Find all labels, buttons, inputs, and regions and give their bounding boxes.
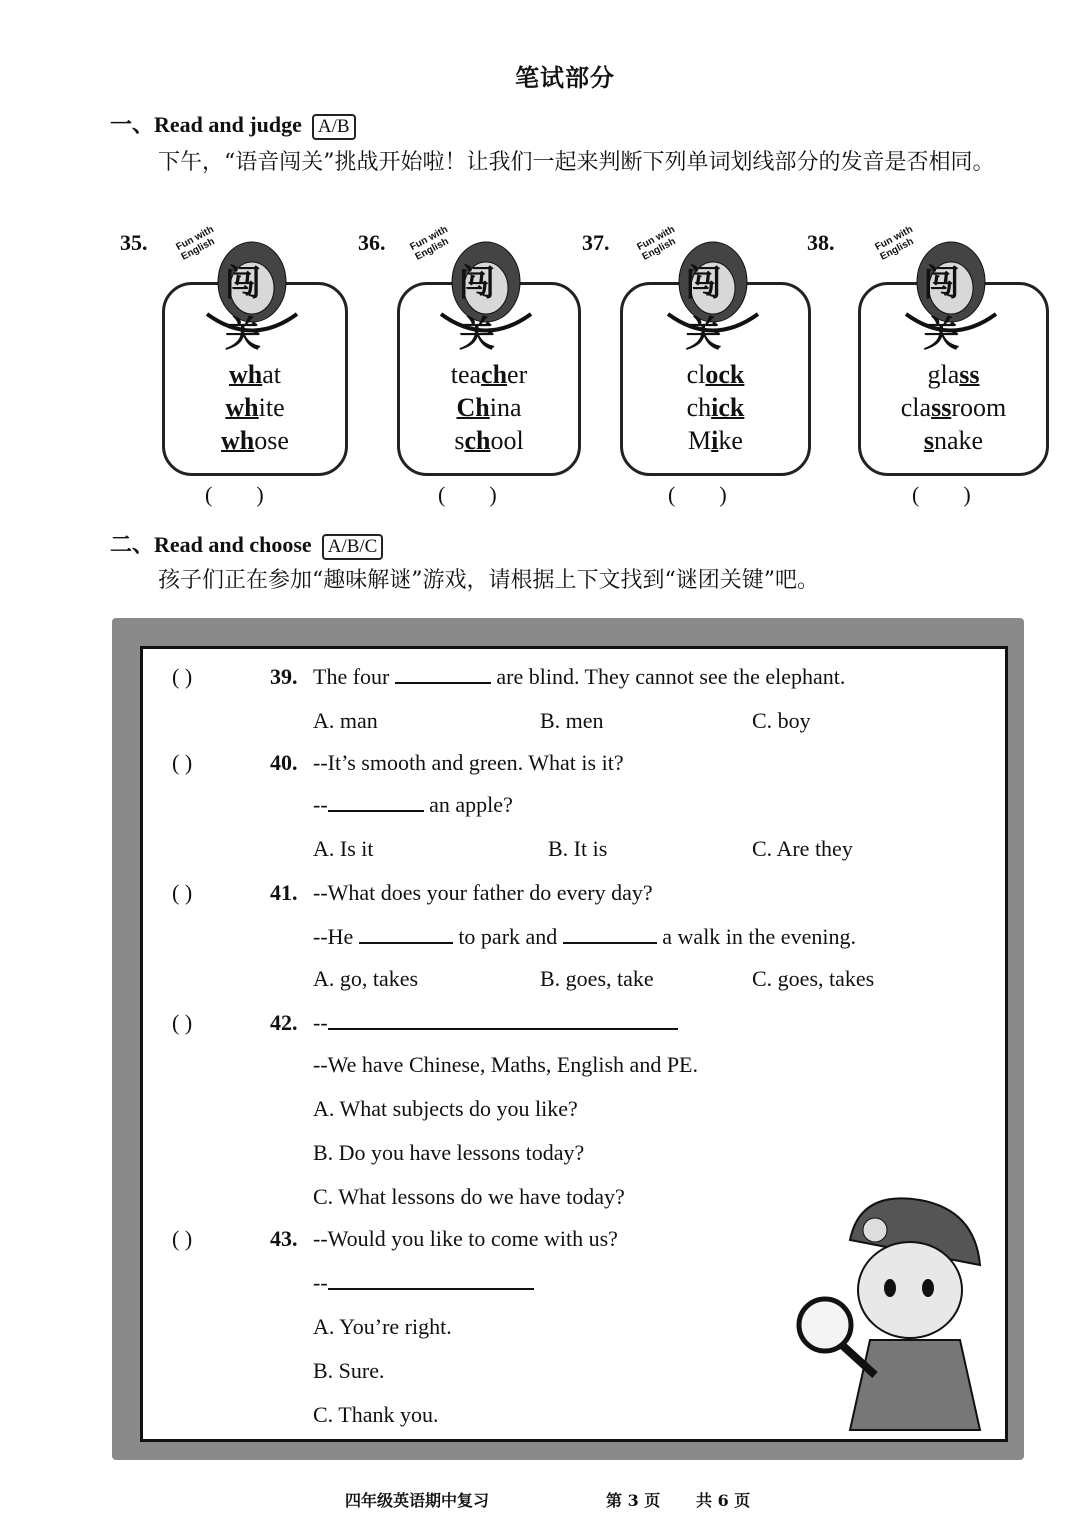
q42-line1 [313, 1010, 678, 1036]
judge-number: 37. [582, 230, 610, 255]
q41-pre: --He [313, 924, 354, 949]
word-underlined-part: ss [931, 393, 952, 422]
word-part: tea [450, 360, 482, 389]
blank[interactable] [328, 1010, 678, 1030]
answer-paren[interactable]: ( ) [205, 482, 264, 507]
q43-dash: -- [313, 1270, 328, 1295]
option-a[interactable]: A. go, takes [313, 966, 419, 991]
word-underlined-part: wh [228, 360, 263, 389]
judge-word [861, 393, 1046, 423]
option-c[interactable]: C. Thank you. [313, 1402, 439, 1427]
word-underlined-part: wh [221, 426, 255, 455]
blank[interactable] [328, 1270, 534, 1290]
q40-post: an apple? [429, 792, 513, 817]
section1-heading-text: 一、Read and judge [110, 112, 302, 137]
footer-total: 共 6 页 [696, 1491, 751, 1510]
word-underlined-part: s [923, 426, 935, 455]
blank[interactable] [563, 924, 657, 944]
section2-heading [110, 528, 383, 560]
option-b[interactable]: B. Do you have lessons today? [313, 1140, 585, 1165]
option-a[interactable]: A. What subjects do you like? [313, 1096, 578, 1121]
footer-page: 第 3 页 [606, 1491, 661, 1510]
q41-line2 [313, 924, 856, 950]
q40-line2 [313, 792, 513, 818]
option-a[interactable]: A. You’re right. [313, 1314, 452, 1339]
word-underlined-part: wh [225, 393, 259, 422]
challenge-badge: 闯 关 [923, 263, 978, 355]
word-underlined-part: ick [711, 393, 745, 422]
word-part: er [507, 360, 528, 389]
judge-word [400, 426, 578, 456]
question-number: 42. [270, 1010, 298, 1035]
word-part: gla [927, 360, 960, 389]
option-c[interactable]: C. goes, takes [752, 966, 875, 991]
word-part: ite [258, 393, 285, 422]
word-part: nake [934, 426, 984, 455]
judge-number: 36. [358, 230, 386, 255]
footer-title: 四年级英语期中复习 [345, 1491, 490, 1510]
fun-with-english-tag: Fun with English [634, 224, 678, 263]
answer-paren[interactable]: ( ) [668, 482, 727, 507]
q41-mid: to park and [458, 924, 558, 949]
word-underlined-part: ch [481, 360, 508, 389]
word-part: cla [900, 393, 932, 422]
q40-line1: --It’s smooth and green. What is it? [313, 750, 624, 775]
blank[interactable] [395, 664, 491, 684]
section2-instruction: 孩子们正在参加“趣味解谜”游戏，请根据上下文找到“谜团关键”吧。 [158, 568, 819, 593]
challenge-badge: 闯 关 [458, 263, 513, 355]
answer-paren[interactable]: ( ) [172, 664, 193, 689]
blank[interactable] [359, 924, 453, 944]
judge-word [165, 393, 345, 423]
word-underlined-part: ock [705, 360, 745, 389]
question-number: 39. [270, 664, 298, 689]
word-part: ool [490, 426, 524, 455]
section1-instruction: 下午，“语音闯关”挑战开始啦！让我们一起来判断下列单词划线部分的发音是否相同。 [158, 150, 995, 175]
q42-line2: --We have Chinese, Maths, English and PE. [313, 1052, 698, 1077]
word-part: ose [254, 426, 289, 455]
word-underlined-part: ch [464, 426, 491, 455]
q43-line2 [313, 1270, 534, 1296]
question-number: 41. [270, 880, 298, 905]
section1-badge: A/B [312, 114, 356, 140]
answer-paren[interactable]: ( ) [172, 880, 193, 905]
challenge-badge: 闯 关 [685, 263, 740, 355]
q43-line1: --Would you like to come with us? [313, 1226, 618, 1251]
section2-badge: A/B/C [322, 534, 384, 560]
word-part: s [454, 426, 465, 455]
judge-word [400, 393, 578, 423]
option-c[interactable]: C. boy [752, 708, 811, 733]
answer-paren[interactable]: ( ) [172, 750, 193, 775]
judge-word [623, 426, 808, 456]
section1-heading [110, 108, 356, 140]
option-b[interactable]: B. goes, take [540, 966, 654, 991]
word-part: cl [686, 360, 706, 389]
fun-with-english-tag: Fun with English [408, 224, 451, 263]
judge-word [623, 360, 808, 390]
word-underlined-part: ss [959, 360, 980, 389]
word-part: ch [686, 393, 712, 422]
word-part: room [951, 393, 1007, 422]
word-part: at [262, 360, 281, 389]
judge-word [861, 360, 1046, 390]
question-number: 43. [270, 1226, 298, 1251]
answer-paren[interactable]: ( ) [912, 482, 971, 507]
option-c[interactable]: C. Are they [752, 836, 853, 861]
judge-number: 35. [120, 230, 148, 255]
option-a[interactable]: A. Is it [313, 836, 374, 861]
word-part: ina [489, 393, 522, 422]
option-c[interactable]: C. What lessons do we have today? [313, 1184, 625, 1209]
answer-paren[interactable]: ( ) [172, 1010, 193, 1035]
answer-paren[interactable]: ( ) [438, 482, 497, 507]
option-a[interactable]: A. man [313, 708, 378, 733]
word-part: M [688, 426, 712, 455]
q41-line1: --What does your father do every day? [313, 880, 653, 905]
q42-dash: -- [313, 1010, 328, 1035]
q41-post: a walk in the evening. [662, 924, 856, 949]
judge-word [400, 360, 578, 390]
challenge-badge: 闯 关 [224, 263, 279, 355]
q39-post: are blind. They cannot see the elephant. [496, 664, 846, 689]
option-b[interactable]: B. It is [548, 836, 608, 861]
question-39-text [313, 664, 845, 690]
page-title: 笔试部分 [515, 63, 615, 92]
judge-word [165, 426, 345, 456]
judge-number: 38. [807, 230, 835, 255]
judge-word [165, 360, 345, 390]
answer-paren[interactable]: ( ) [172, 1226, 193, 1251]
word-underlined-part: Ch [456, 393, 490, 422]
q40-dash: -- [313, 792, 328, 817]
fun-with-english-tag: Fun with English [872, 224, 916, 263]
word-underlined-part: i [711, 426, 719, 455]
blank[interactable] [328, 792, 424, 812]
judge-word [623, 393, 808, 423]
option-b[interactable]: B. men [540, 708, 604, 733]
detective-illustration [790, 1180, 1010, 1440]
option-b[interactable]: B. Sure. [313, 1358, 385, 1383]
fun-with-english-tag: Fun with English [174, 224, 217, 263]
q39-pre: The four [313, 664, 390, 689]
word-part: ke [718, 426, 743, 455]
judge-word [861, 426, 1046, 456]
section2-heading-text: 二、Read and choose [110, 532, 312, 557]
question-number: 40. [270, 750, 298, 775]
